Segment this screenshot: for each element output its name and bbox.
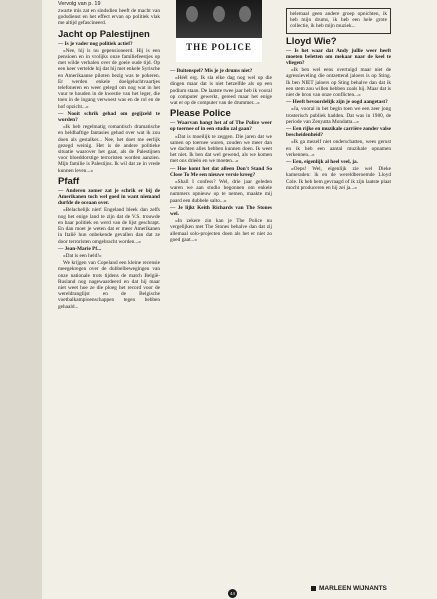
continued-label: Vervolg van p. 19 [58,1,101,7]
paragraph: helemaal geen andere groep opnichten, ik heb mijn drums, ik heb een hele grote collectie, ik heb mijn muziek... [290,11,387,30]
question: — Anderen zomer zat je schrik er bij de Amerikanen toch wel goed in want niemand durfde de oceaan over. [58,187,160,207]
question: — Hoe komt het dat alleen Don't Stand So Close To Me een nieuwe versie kreeg? [170,165,272,178]
paragraph: «Nee, hij is nu gepensioneerd. Hij is een pensioen en in vrolijks onze familiefeestjes op met wilde verhalen over de goeie oude tijd. Op een keer vertelde hij dat hij met enkele Syrische en Amerikaanse piloten bezig was te pokeren. Er werden enkele doelgeluchtvaartjes telefoneren en weer gelegd om nog wat in het vuur te houden in de kwestie van het leger, die toen in de ingang verwoest was en de rol en de hof opzicht...» [58,47,160,110]
paragraph: «Belachelijk niet! Engeland bleek dan zelfs nog het enige land te zijn dat de V.S. trouwde en haar politiek en werd van de lijst geschrapt. En dan moet je weten dat er meer Amerikanen in Italië hun onbekende gevallen dan dat ze door terroristen omgebracht worden...» [58,207,160,245]
column-3 [286,8,391,192]
page-number: 44 [229,591,235,596]
paragraph: «Ik ben wel eens overtuigd maar niet de agressieveling die ontzettend jaloers is op Sting. Ik ben NIET jaloers op Sting behalve dan dat ik een stem zou willen hebben zoals hij. Maar dat is niet de bron van onze conflicten...» [286,67,391,99]
question: — Buitenspel? Mis je je drums niet? [170,68,253,74]
band-silhouette [176,0,262,38]
member-face [186,6,198,22]
paragraph: We krijgen van Copeland een kleine recensie meegekregen over de dubbelbewegingen van onze nationale trots tijdens de match België-Rusland nog nagewaardeerd en dat hij maar niet weet hoe ze die ploeg het record voor de wereldranglijst en de Belgische voetbalkampioenschappen tegen hebben gehaald... [58,260,160,310]
member-face [239,6,251,22]
intro-box [286,8,391,34]
question: — Waarvan hangt het af of The Police weer op toernee of in een studio zal gaan? [170,120,272,133]
question: — Nooit schrik gehad om gegijzeld te worden? [58,110,160,124]
column-1 [58,8,160,311]
square-bullet-icon [311,586,316,591]
question: — Jean-Marie Pf... [58,245,102,252]
question: — Heeft bevoordelijk zijn je oogd aangetast? [286,99,388,106]
paragraph: «Ja, vooral in het begin toen we een zeer jong trosterisch publiek hadden. Dat was in 1980, de periode van Zenyatta Mondatta...» [286,106,391,125]
paragraph: «Ik heb regelmatig romantisch dramatische en heldhaftige fantasies gehad over wat ik zou doen als gestalker... Nee, het doet me eerlijk gezegd weinig. Het is de andere politieke situatie waarover het gaat, als de Palestijnen voor bloeddorstige terroristen worden aanzien. Mijn familie is Palestijns. Ik wil dat ze in vrede kunnen leven...» [58,124,160,174]
column-2 [170,68,272,244]
section-heading: Please Police [170,108,231,120]
band-logo: THE POLICE [186,42,252,52]
question: — Een rijke en muzikale carrière zonder valse bescheidenheid? [286,126,391,139]
page-gutter [0,0,42,599]
band-photo [176,0,262,62]
paragraph: «Shall I confess? Wel, drie jaar geleden waren we aan studio begonnen om enkele nummers opnieuw op te nemen, maakte mij paard een dubbele salto...» [170,179,272,204]
section-heading: Pfaff [58,175,80,187]
paragraph: «Héél erg. Ik sla elke dag nog wel op die dingen maar dat is niet hetzelfde als op een podium staan. De laatste twee jaar heb ik vooral op computer gewerkt, gereed maar het enige wat er op de computer van de drummer...» [170,75,272,107]
section-heading: Lloyd Wie? [286,35,337,47]
section-heading: Jacht op Palestijnen [58,28,150,40]
paragraph: «In zekere zin kan je The Police nu vergelijken met The Stones behalve dan dat zij allemaal solo-projecten doen als het er niet zo goed gaat...» [170,218,272,243]
author-name: MARLEEN WIJNANTS [319,585,387,592]
paragraph: «Dat is een held!» [63,252,102,259]
paragraph: «Ik ga mezelf niet onderschatten, wees gerust en ik heb een aantal muzikale opnamen verkennen...» [286,139,391,158]
paragraph: «Oeps! Wel, eigenlijk zie wel Dieke kameraden: ik en de wereldberoemde Lloyd Cole. Ik heb hem gevraagd of ik zijn laatste plaat mocht produceren en hij zei ja...» [286,166,391,191]
question: — Is je vader nog politiek actief? [58,40,133,47]
question: — Is het waar dat Andy jullie weer heeft moeten beletten om mekaar naar de keel te vliegen? [286,47,391,67]
question: — Een, eigenlijk al heel veel, ja. [286,159,358,166]
paragraph: «Dat is moeilijk te zeggen. Die jaren dat we samen op toernee waren, zouden we meer dan we dachten alles hebben kunnen doen. Ik weet het niet. Ik ben dat wel gewend, als we komen met ons drieën en we moeten...» [170,133,272,165]
question: — Je lijkt Keith Richards van The Stones wel. [170,204,272,218]
member-face [213,6,225,22]
paragraph: zwarte mis zat en sindsdien heeft de macht van godsdienst en het effect ervan op politiek vlak me altijd gefascineerd. [58,8,160,27]
author-signature [311,585,387,592]
